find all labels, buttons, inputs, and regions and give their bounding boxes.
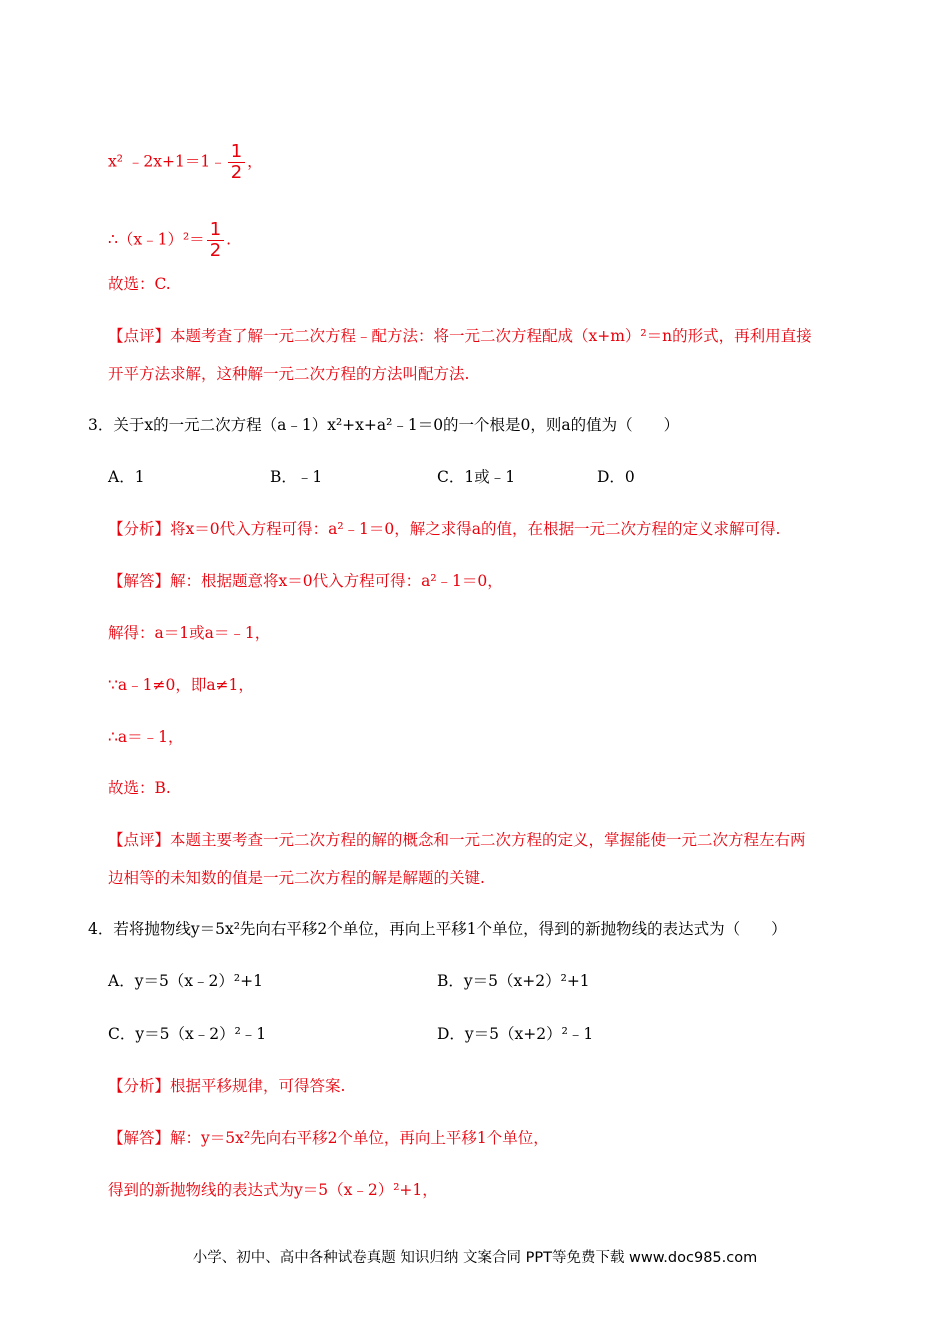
punctuation: ， <box>247 152 263 171</box>
punctuation: . <box>226 230 232 249</box>
q4-option-a: A．y＝5（x﹣2）²+1 <box>108 972 263 990</box>
analysis-line: 【分析】将x＝0代入方程可得：a²﹣1＝0，解之求得a的值，在根据一元二次方程的定义求解可得. <box>108 520 781 538</box>
q3-option-d: D．0 <box>597 468 635 486</box>
fraction-numerator: 1 <box>207 220 224 241</box>
analysis-line: 【分析】根据平移规律，可得答案. <box>108 1077 346 1095</box>
q3-option-c: C．1或﹣1 <box>437 468 516 486</box>
fraction <box>207 220 224 261</box>
equation-text: ∴（x﹣1）²＝ <box>108 230 205 249</box>
equation-line-2 <box>108 220 231 261</box>
page-footer: 小学、初中、高中各种试卷真题 知识归纳 文案合同 PPT等免费下载 www.doc985.com <box>192 1250 758 1266</box>
q3-option-a: A．1 <box>108 468 145 486</box>
solution-line: 【解答】解：根据题意将x＝0代入方程可得：a²﹣1＝0， <box>108 572 503 590</box>
solution-step: ∴a＝﹣1， <box>108 728 184 746</box>
comment-line: 【点评】本题主要考查一元二次方程的解的概念和一元二次方程的定义，掌握能使一元二次方程左右两 <box>108 831 806 849</box>
fraction-denominator: 2 <box>209 240 222 261</box>
solution-step: 解得：a＝1或a＝﹣1， <box>108 624 271 642</box>
comment-line-cont: 开平方法求解，这种解一元二次方程的方法叫配方法. <box>108 365 470 383</box>
q4-option-c: C．y＝5（x﹣2）²﹣1 <box>108 1025 267 1043</box>
fraction <box>228 142 245 183</box>
comment-line: 【点评】本题考查了解一元二次方程﹣配方法：将一元二次方程配成（x+m）²＝n的形式，再利用直接 <box>108 327 812 345</box>
comment-line-cont: 边相等的未知数的值是一元二次方程的解是解题的关键. <box>108 869 485 887</box>
answer-choice-line: 故选：C. <box>108 275 171 293</box>
equation-line-1 <box>108 142 263 183</box>
equation-text: x² ﹣2x+1＝1﹣ <box>108 152 226 171</box>
fraction-numerator: 1 <box>228 142 245 163</box>
q4-option-b: B．y＝5（x+2）²+1 <box>437 972 590 990</box>
solution-step: ∵a﹣1≠0，即a≠1， <box>108 676 254 694</box>
question-4: 4．若将抛物线y＝5x²先向右平移2个单位，再向上平移1个单位，得到的新抛物线的表达式为（ ） <box>88 920 787 938</box>
solution-line: 【解答】解：y＝5x²先向右平移2个单位，再向上平移1个单位， <box>108 1129 549 1147</box>
answer-choice-line: 故选：B. <box>108 779 171 797</box>
fraction-denominator: 2 <box>230 162 243 183</box>
solution-step: 得到的新抛物线的表达式为y＝5（x﹣2）²+1， <box>108 1181 438 1199</box>
q4-option-d: D．y＝5（x+2）²﹣1 <box>437 1025 594 1043</box>
question-3: 3．关于x的一元二次方程（a﹣1）x²+x+a²﹣1＝0的一个根是0，则a的值为（ ） <box>88 416 680 434</box>
q3-option-b: B．﹣1 <box>270 468 323 486</box>
